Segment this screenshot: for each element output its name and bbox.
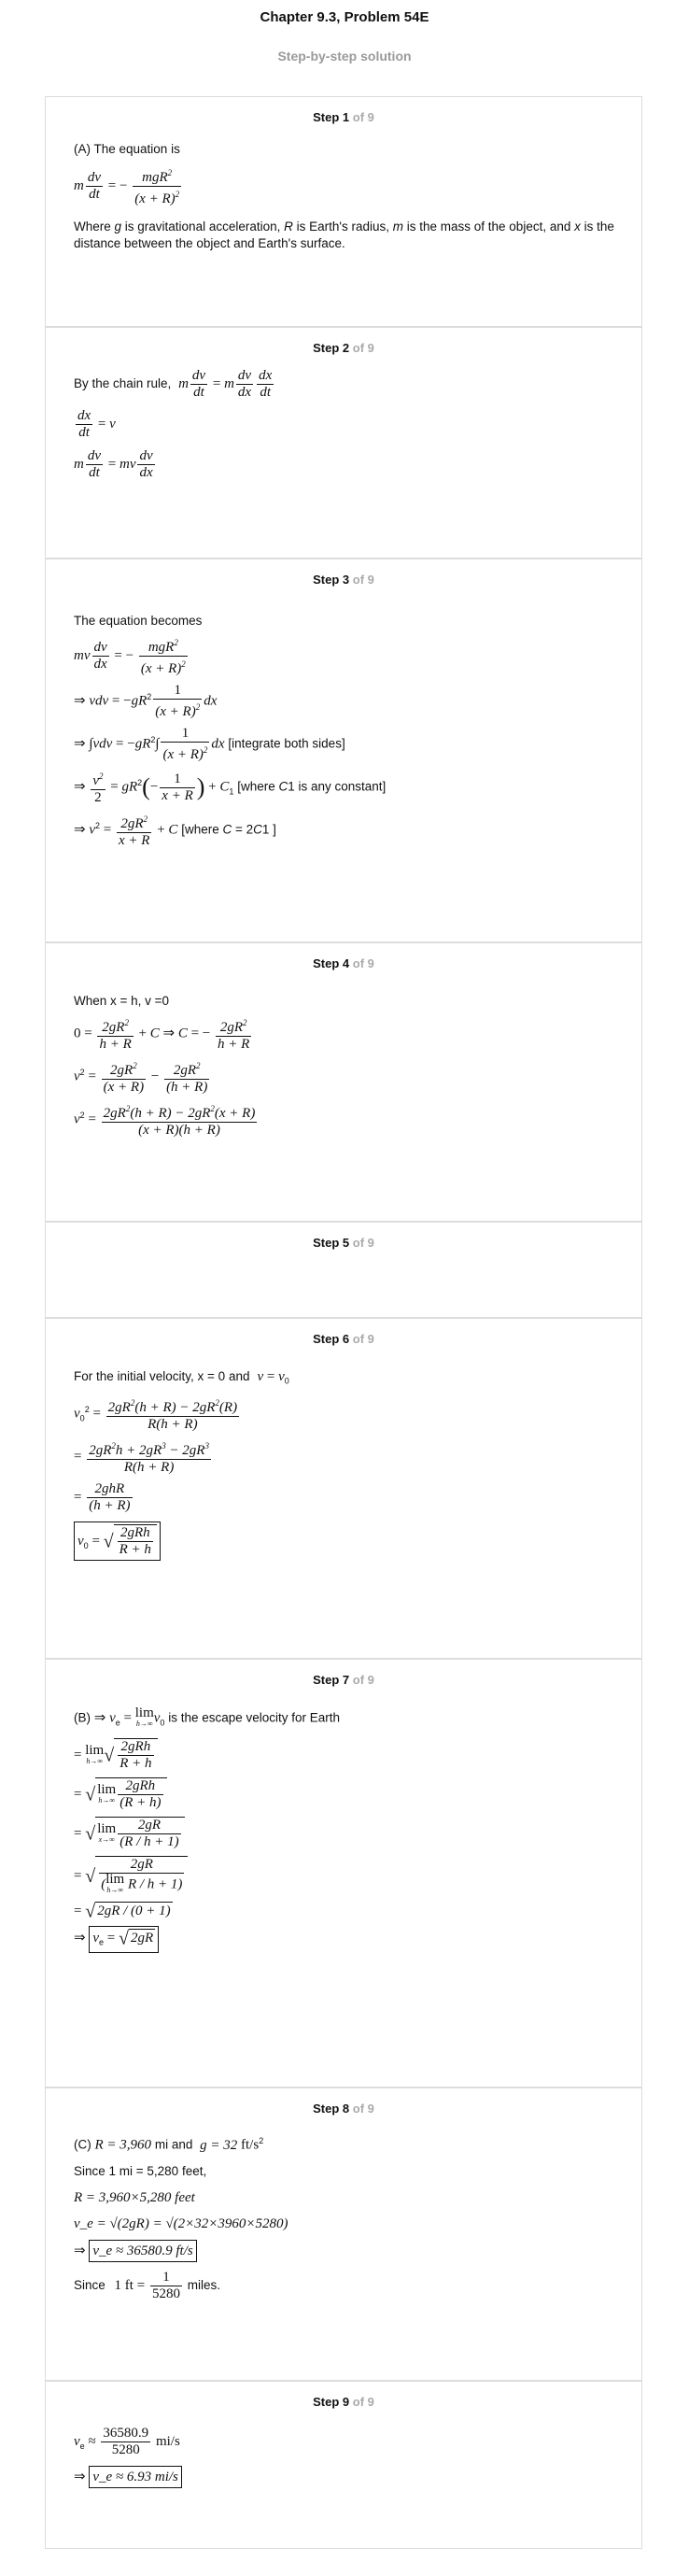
equation: = √ lim x→∞ $\frac{2gR}{(R / h + 1)}$ — [74, 1817, 641, 1850]
step-card-4 — [45, 942, 642, 1222]
equation: ⇒ vdv = $-gR^2$ $\frac{1}{(x + R)^2}$ dx — [74, 683, 218, 719]
equation: m $\frac{dv}{dt}$ = − $\frac{mgR^2}{(x + R)^2}$ — [74, 165, 641, 207]
step-card-5 — [45, 1222, 642, 1318]
step-card-3 — [45, 559, 642, 942]
step-text: When x = h, v =0 — [74, 994, 170, 1008]
equation: $\frac{dx}{dt}$ = v — [77, 408, 116, 440]
equation: (C) R = 3,960 mi and g = 32 $ft/s^2$ — [74, 2136, 264, 2153]
equation: $v_0$ = √ $\frac{\text{2gRh}}{R + h}$ — [74, 1522, 641, 1561]
equation: = √ 2gR (lim h→∞ R / h + 1) — [74, 1856, 641, 1896]
equation: ⇒ $\int vdv = -gR^2\int$ $\frac{1}{(x + R)^2}$ dx [integrate both sides] — [74, 726, 345, 762]
step-header: Step 5 of 9 — [313, 1236, 374, 1250]
step-header: Step 6 of 9 — [313, 1332, 374, 1346]
step-card-7 — [45, 1659, 642, 2088]
step-header: Step 3 of 9 — [313, 573, 374, 587]
equation: (B) ⇒ $v_e = \lim$ h→∞ $v_0$ is the escape velocity for Earth — [74, 1706, 341, 1728]
page-subtitle: Step-by-step solution — [277, 49, 412, 64]
equation: m $\frac{dv}{dt}$ = mv $\frac{dv}{dx}$ — [74, 448, 153, 480]
step-card-2 — [45, 327, 642, 559]
equation: ⇒ v_e ≈ 36580.9 ft/s — [74, 2240, 641, 2262]
step-header: Step 1 of 9 — [313, 110, 374, 124]
equation: ⇒ $v_e$ = √ 2gR — [74, 1926, 641, 1954]
equation: = √ 2gR / (0 + 1) — [74, 1901, 171, 1922]
step-card-1 — [45, 96, 642, 327]
equation: $v^2$ = $\frac{2gR^2}{(x + R)}$ − $\frac{2gR^2}{(h + R)}$ — [74, 1058, 641, 1096]
step-text: Since 1 mi = 5,280 feet, — [74, 2163, 207, 2178]
equation: v_e = √(2gR) = √(2×32×3960×5280) — [74, 2215, 288, 2231]
equation: $v_e$ ≈ $\frac{36580.9}{5280}$ mi/s — [74, 2426, 180, 2457]
step-header: Step 2 of 9 — [313, 341, 374, 355]
step-card-9 — [45, 2381, 642, 2549]
step-text: The equation becomes — [74, 614, 203, 628]
equation: $v_0^2$ = $\frac{2gR^2(h + R) - 2gR^2(R)}{R(h + R)}$ — [74, 1395, 641, 1433]
step-header: Step 4 of 9 — [313, 956, 374, 970]
step-header: Step 9 of 9 — [313, 2395, 374, 2409]
step-text: (A) The equation is — [74, 142, 180, 156]
page-title: Chapter 9.3, Problem 54E — [260, 9, 429, 25]
equation: = $\frac{2gR^2h + 2gR^3 - 2gR^3}{R(h + R)}$ — [74, 1438, 641, 1476]
step-card-8 — [45, 2088, 642, 2381]
step-text: Where g is gravitational acceleration, R is Earth's radius, m is the mass of the object, and x is the distance between the object and Earth's surface. — [74, 219, 614, 250]
equation: = lim h→∞ √ $\frac{\text{2gRh}}{R + h}$ — [74, 1738, 641, 1772]
step-card-6 — [45, 1318, 642, 1659]
equation: 0 = $\frac{2gR^2}{h + R}$ + C ⇒ C = − $\frac{2gR^2}{h + R}$ — [74, 1015, 641, 1053]
equation: Since 1 ft = $\frac{1}{5280}$ miles. — [74, 2269, 220, 2301]
equation: For the initial velocity, x = 0 and $v = v_0$ — [74, 1369, 289, 1386]
equation: = √ lim h→∞ $\frac{\text{2gRh}}{(R + h)}$ — [74, 1777, 641, 1811]
equation: R = 3,960×5,280 feet — [74, 2189, 195, 2205]
equation: ⇒ $\frac{v^2}{2}$ = $gR^2(-$ $\frac{1}{x + R}$ ) + $C_1$ [where C1 is any constant] — [74, 769, 641, 806]
equation: By the chain rule, m $\frac{dv}{dt}$ = m $\frac{dv}{dx}$ $\frac{dx}{dt}$ — [74, 368, 273, 400]
step-header: Step 8 of 9 — [313, 2102, 374, 2116]
step-header: Step 7 of 9 — [313, 1673, 374, 1687]
equation: ⇒ $v^2$ = $\frac{2gR^2}{x + R}$ + C [where C = 2C1 ] — [74, 812, 641, 849]
equation: ⇒ v_e ≈ 6.93 mi/s — [74, 2466, 641, 2488]
equation: mv $\frac{dv}{dx}$ = − $\frac{mgR^2}{(x + R)^2}$ — [74, 635, 641, 677]
equation: = $\frac{\text{2ghR}}{(h + R)}$ — [74, 1480, 131, 1513]
equation: $v^2$ = $\frac{2gR^2(h + R) - 2gR^2(x + R)}{(x + R)(h + R)}$ — [74, 1101, 641, 1139]
